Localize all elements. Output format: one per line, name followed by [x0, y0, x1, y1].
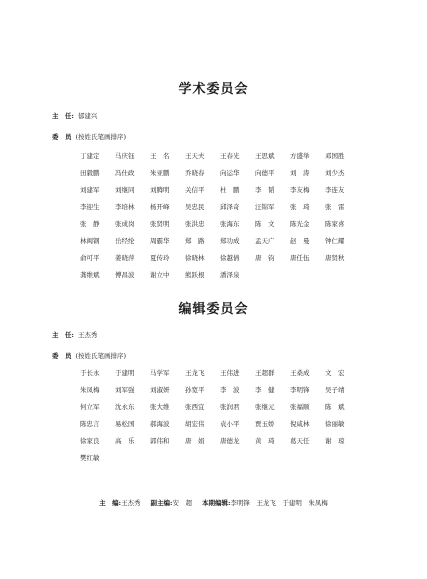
- member-name: 王思斌: [255, 152, 275, 160]
- member-name: 王伟进: [220, 369, 240, 377]
- member-name: 杨开峰: [150, 203, 170, 211]
- member-name: 孙宽平: [185, 386, 205, 394]
- member-name: 徐家良: [80, 437, 100, 445]
- member-name: 方盛举: [290, 152, 310, 160]
- member-name: 田毅鹏: [80, 169, 100, 177]
- member-name: 马学军: [150, 369, 170, 377]
- member-name: 刘 涛: [290, 169, 310, 177]
- member-name: 贾玉娇: [255, 420, 275, 428]
- member-name: 于建明: [115, 369, 135, 377]
- member-name: 邓国胜: [325, 152, 345, 160]
- member-name: 杜 鹏: [220, 186, 240, 194]
- academic-members-label: 委 员: [52, 133, 72, 141]
- member-name: 李明锋: [290, 386, 310, 394]
- member-name: 王 名: [150, 152, 170, 160]
- member-name: 徐越倩: [220, 254, 240, 262]
- member-name: 吴子靖: [325, 386, 345, 394]
- deputy-editor-label: 副主编:: [150, 499, 173, 507]
- member-name: 丁建定: [80, 152, 100, 160]
- member-name: 袁小平: [220, 420, 240, 428]
- masthead-footer: [0, 498, 427, 507]
- editorial-members-note: (按姓氏笔画排序): [75, 352, 127, 360]
- academic-title: 学术委员会: [178, 82, 249, 97]
- member-name: 张继元: [255, 403, 275, 411]
- member-name: 唐任伍: [290, 254, 310, 262]
- member-name: 傅昌波: [115, 271, 135, 279]
- member-name: 张 琦: [290, 203, 310, 211]
- member-name: 马庆钰: [115, 152, 135, 160]
- member-name: 向运华: [220, 169, 240, 177]
- member-name: 刘少杰: [325, 169, 345, 177]
- member-name: 唐德龙: [220, 437, 240, 445]
- member-name: 葛天任: [290, 437, 310, 445]
- academic-members-note: (按姓氏笔画排序): [75, 133, 127, 141]
- member-name: 刘淑妍: [150, 386, 170, 394]
- member-name: 张润君: [220, 403, 240, 411]
- member-name: 张洪忠: [185, 220, 205, 228]
- member-name: 吴忠民: [185, 203, 205, 211]
- editorial-title: 编辑委员会: [178, 302, 249, 317]
- member-name: 何立军: [80, 403, 100, 411]
- member-name: 王桑成: [290, 369, 310, 377]
- academic-members-grid: [80, 151, 370, 279]
- member-name: 陈 斌: [325, 403, 345, 411]
- editorial-chair: 王杰秀: [77, 331, 98, 339]
- member-name: 李 韬: [255, 186, 275, 194]
- member-name: 俞可平: [80, 254, 100, 262]
- member-name: 关信平: [185, 186, 205, 194]
- deputy-editor: 安 超: [172, 499, 192, 507]
- member-name: 张贤明: [150, 220, 170, 228]
- member-name: 谢 琼: [325, 437, 345, 445]
- member-name: 沈永东: [115, 403, 135, 411]
- member-name: 高 乐: [115, 437, 135, 445]
- chief-editor-label: 主 编:: [99, 499, 122, 507]
- editorial-members-grid: [80, 368, 370, 462]
- editorial-chair-label: 主 任:: [52, 331, 74, 339]
- member-name: 王天夫: [185, 152, 205, 160]
- member-name: 徐丽敏: [325, 420, 345, 428]
- member-name: 李迎生: [80, 203, 100, 211]
- member-name: 张 静: [80, 220, 100, 228]
- member-name: 钟仁耀: [325, 237, 345, 245]
- member-name: 冯仕政: [115, 169, 135, 177]
- member-name: 于长永: [80, 369, 100, 377]
- member-name: 张成岗: [115, 220, 135, 228]
- member-name: 王春光: [220, 152, 240, 160]
- member-name: 周霸华: [150, 237, 170, 245]
- member-name: 刘建军: [80, 186, 100, 194]
- member-name: 张 雷: [325, 203, 345, 211]
- member-name: 李培林: [115, 203, 135, 211]
- member-name: 谢立中: [150, 271, 170, 279]
- member-name: 陈忠言: [80, 420, 100, 428]
- academic-chair-row: [52, 112, 97, 121]
- issue-editors: 李明锋 王龙飞 于建明 朱凤梅: [230, 499, 328, 507]
- member-name: 张西宜: [185, 403, 205, 411]
- member-name: 邱泽奇: [220, 203, 240, 211]
- member-name: 王超群: [255, 369, 275, 377]
- member-name: 陈光金: [290, 220, 310, 228]
- member-name: 乔晓春: [185, 169, 205, 177]
- member-name: 朱凤梅: [80, 386, 100, 394]
- member-name: 张福顺: [290, 403, 310, 411]
- member-name: 唐 娟: [185, 437, 205, 445]
- member-name: 刘腾明: [150, 186, 170, 194]
- member-name: 王龙飞: [185, 369, 205, 377]
- member-name: 郭伟和: [150, 437, 170, 445]
- member-name: 胡宏伟: [185, 420, 205, 428]
- member-name: 徐晓林: [185, 254, 205, 262]
- editorial-chair-row: [52, 331, 97, 340]
- member-name: 易松国: [115, 420, 135, 428]
- member-name: 郑 路: [185, 237, 205, 245]
- member-name: 潘泽泉: [220, 271, 240, 279]
- member-name: 刘军强: [115, 386, 135, 394]
- academic-members-row: [52, 133, 126, 142]
- member-name: 刘继同: [115, 186, 135, 194]
- member-name: 文 宏: [325, 369, 345, 377]
- member-name: 李友梅: [290, 186, 310, 194]
- member-name: 樊红敏: [80, 454, 100, 462]
- member-name: 孟天广: [255, 237, 275, 245]
- member-name: 李 波: [220, 386, 240, 394]
- member-name: 郑功成: [220, 237, 240, 245]
- member-name: 姜晓萍: [115, 254, 135, 262]
- editorial-members-label: 委 员: [52, 352, 72, 360]
- member-name: 李连友: [325, 186, 345, 194]
- member-name: 汪锦军: [255, 203, 275, 211]
- member-name: 张大维: [150, 403, 170, 411]
- member-name: 向德平: [255, 169, 275, 177]
- member-name: 熊跃根: [185, 271, 205, 279]
- member-name: 张海东: [220, 220, 240, 228]
- issue-editors-label: 本期编辑:: [201, 499, 231, 507]
- member-name: 夏传玲: [150, 254, 170, 262]
- chief-editor: 王杰秀: [121, 499, 141, 507]
- academic-chair: 郁建兴: [77, 112, 98, 120]
- member-name: 倪咸林: [290, 420, 310, 428]
- academic-chair-label: 主 任:: [52, 112, 74, 120]
- member-name: 林闽钢: [80, 237, 100, 245]
- member-name: 岳经纶: [115, 237, 135, 245]
- member-name: 唐贤秋: [325, 254, 345, 262]
- member-name: 唐 钧: [255, 254, 275, 262]
- member-name: 陈家喜: [325, 220, 345, 228]
- member-name: 郝海波: [150, 420, 170, 428]
- member-name: 龚维斌: [80, 271, 100, 279]
- member-name: 李 健: [255, 386, 275, 394]
- member-name: 赵 曼: [290, 237, 310, 245]
- member-name: 陈 文: [255, 220, 275, 228]
- member-name: 朱亚鹏: [150, 169, 170, 177]
- member-name: 黄 琦: [255, 437, 275, 445]
- editorial-members-row: [52, 352, 126, 361]
